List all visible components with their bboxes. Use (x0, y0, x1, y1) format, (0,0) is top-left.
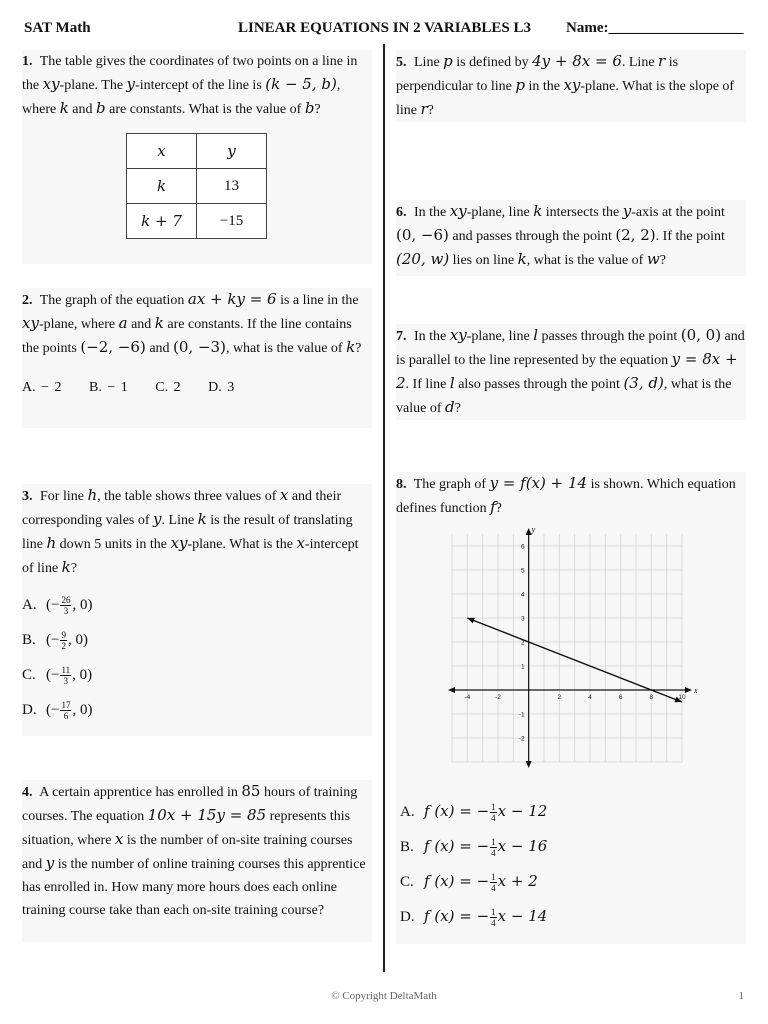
course-title: SAT Math (24, 20, 91, 36)
question-4: 4. A certain apprentice has enrolled in 85 hours of training courses. The equation 10x + 15y = 85 represents this situation, where x is the number of on-site training courses and y is the number of online training courses this apprentice has enrolled in. How many more hours does each online training course take than each on-site training course? (22, 780, 372, 942)
q8-choice-d[interactable]: D. f (x) = − $\frac{1}{4}$ x − 14 (400, 907, 548, 929)
y-tick-label: 2 (521, 639, 525, 647)
q4-number: 4. (22, 785, 33, 800)
x-tick-label: 10 (678, 694, 686, 701)
table-row: k 13 (127, 169, 267, 204)
worksheet-title: LINEAR EQUATIONS IN 2 VARIABLES L3 (238, 20, 531, 36)
q8-graph (446, 526, 696, 770)
x-tick-label: 2 (557, 694, 562, 701)
y-tick-label: 6 (521, 543, 525, 551)
q2-choice-c[interactable]: C. 2 (155, 380, 181, 395)
x-axis-arrow-left (448, 687, 455, 693)
question-2: 2. The graph of the equation ax + ky = 6 is a line in the xy-plane, where a and k are constants. If the line contains the points (−2, −6) and (0, −3), what is the value of k? A. − 2 B. − 1 C. 2 D. 3 (22, 288, 372, 428)
q2-choice-b[interactable]: B. − 1 (89, 380, 128, 395)
q2-choice-d[interactable]: D. 3 (208, 380, 235, 395)
y-axis-arrow-down (526, 761, 532, 768)
question-8: 8. The graph of y = f(x) + 14 is shown. Which equation defines function f? A. f (x) = − $\frac{1}{4}$ x − 12 B. f (x) = − $\frac{1}{4}$ x − 16 C. f (x) = − $\frac{1}{4}$ x + 2 D. f (x) = − $\frac{1}{4}$ x − 14 (396, 472, 746, 944)
x-tick-label: 4 (588, 694, 592, 701)
q5-number: 5. (396, 55, 407, 70)
q6-number: 6. (396, 205, 407, 220)
page-header (24, 20, 744, 42)
q2-choices (22, 376, 372, 399)
y-axis-label: y (531, 525, 536, 534)
y-tick-label: -1 (518, 711, 525, 719)
question-5: 5. Line p is defined by 4y + 8x = 6. Line r is perpendicular to line p in the xy-plane. What is the slope of line r? (396, 50, 746, 122)
q7-number: 7. (396, 329, 407, 344)
name-field[interactable]: Name:__________________ (566, 20, 744, 36)
q1-points-table (126, 133, 267, 239)
q2-choice-a[interactable]: A. − 2 (22, 380, 62, 395)
question-3: 3. For line h, the table shows three values of x and their corresponding vales of y. Line k is the result of translating line h down 5 units in the xy-plane. What is the x-intercept of line k? A. (− $\frac{26}{3}$ , 0) B. (− $\frac{9}{2}$ , 0) C. (− $\frac{11}{3}$ , 0) D. (− $\frac{17}{6}$ , 0) (22, 484, 372, 736)
x-tick-label: -4 (464, 694, 471, 701)
x-axis-label: x (694, 686, 698, 695)
y-tick-label: 4 (521, 591, 525, 599)
q8-choices (400, 794, 547, 934)
table-row: k + 7 −15 (127, 204, 267, 239)
x-tick-label: -2 (495, 694, 501, 701)
x-tick-label: 8 (649, 694, 654, 701)
q3-choices (22, 588, 372, 728)
q3-number: 3. (22, 489, 33, 504)
q3-choice-b[interactable]: B. (− $\frac{9}{2}$ , 0) (22, 630, 88, 652)
q8-choice-c[interactable]: C. f (x) = − $\frac{1}{4}$ x + 2 (400, 872, 538, 894)
q8-choice-b[interactable]: B. f (x) = − $\frac{1}{4}$ x − 16 (400, 837, 548, 859)
y-tick-label: 1 (521, 663, 525, 671)
coordinate-plane (446, 526, 696, 770)
q8-choice-a[interactable]: A. f (x) = − $\frac{1}{4}$ x − 12 (400, 802, 548, 824)
q2-number: 2. (22, 293, 33, 308)
y-tick-label: -2 (518, 735, 525, 743)
table-header-row: x y (127, 134, 267, 169)
q3-choice-a[interactable]: A. (− $\frac{26}{3}$ , 0) (22, 595, 93, 617)
question-6: 6. In the xy-plane, line k intersects the y-axis at the point (0, −6) and passes through the point (2, 2). If the point (20, w) lies on line k, what is the value of w? (396, 200, 746, 276)
q3-choice-d[interactable]: D. (− $\frac{17}{6}$ , 0) (22, 700, 93, 722)
q1-number: 1. (22, 54, 33, 69)
q3-choice-c[interactable]: C. (− $\frac{11}{3}$ , 0) (22, 665, 93, 687)
y-tick-label: 5 (521, 567, 525, 575)
x-axis-arrow-right (685, 687, 692, 693)
copyright-footer: © Copyright DeltaMath (331, 990, 437, 1002)
series-arrow-start (467, 618, 475, 624)
x-tick-label: 6 (618, 694, 623, 701)
question-7: 7. In the xy-plane, line l passes through the point (0, 0) and is parallel to the line represented by the equation y = 8x + 2. If line l also passes through the point (3, d), what is the value of d? (396, 324, 746, 420)
q8-number: 8. (396, 477, 407, 492)
y-tick-label: 3 (521, 615, 525, 623)
column-divider (383, 44, 385, 972)
page-number: 1 (738, 990, 744, 1002)
question-1: 1. The table gives the coordinates of two points on a line in the xy-plane. The y-intercept of the line is (k − 5, b), where k and b are constants. What is the value of b? x y k 13 k + 7 −15 (22, 50, 372, 264)
